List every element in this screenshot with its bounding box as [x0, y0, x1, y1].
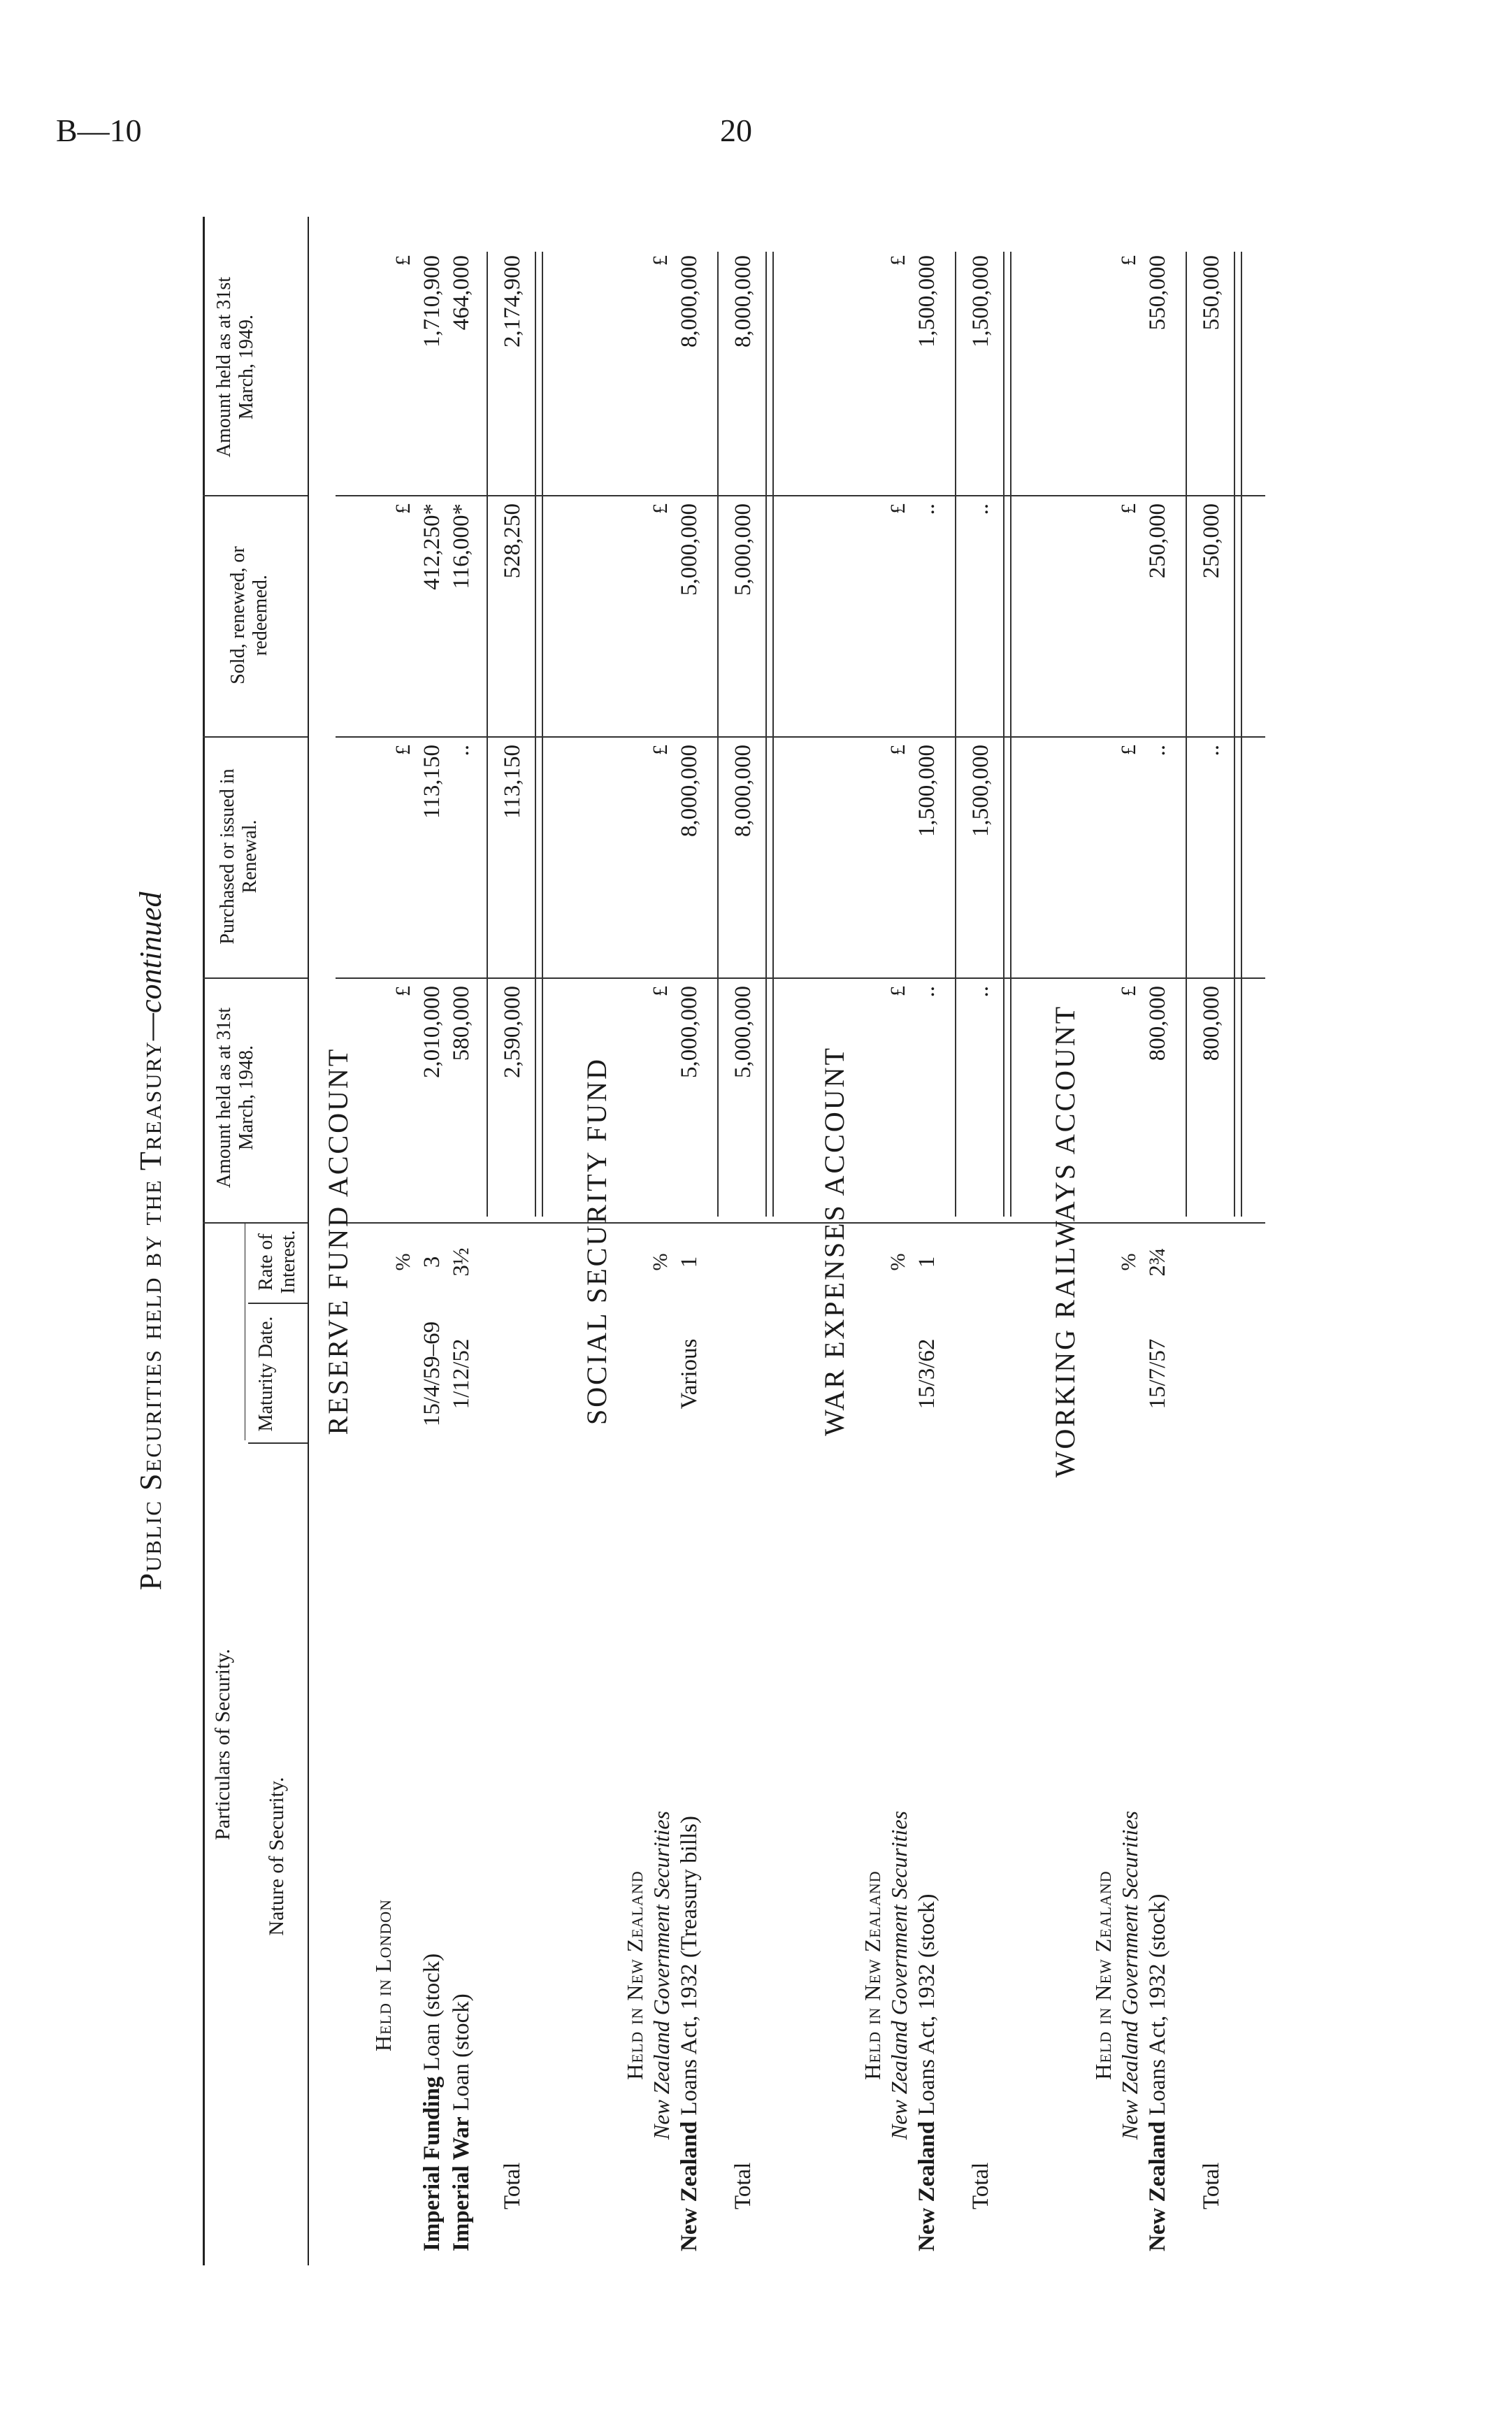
- pound-symbol: £: [1117, 986, 1140, 996]
- total-rule: [1186, 252, 1187, 1217]
- total-held-1948: 5,000,000: [730, 986, 756, 1078]
- section-title: RESERVE FUND ACCOUNT: [322, 1047, 354, 1435]
- double-rule: [765, 252, 774, 1217]
- pound-symbol: £: [886, 503, 909, 514]
- total-held-1948: 800,000: [1199, 986, 1224, 1061]
- sold: 116,000*: [449, 503, 474, 589]
- table-row: [419, 217, 449, 2265]
- held-1949-header: Amount held as at 31st March, 1949.: [213, 276, 257, 458]
- held-in-label: Held in New Zealand: [1090, 1870, 1116, 2080]
- pound-symbol: £: [886, 986, 909, 996]
- percent-symbol: %: [886, 1253, 909, 1271]
- held-1948: ..: [914, 986, 939, 998]
- sold: 250,000: [1145, 503, 1170, 579]
- maturity-date: 1/12/52: [449, 1338, 474, 1410]
- header-divider: [203, 736, 308, 738]
- currency-row: [886, 217, 916, 2265]
- purchased: ..: [449, 745, 474, 757]
- held-1948: 580,000: [449, 986, 474, 1061]
- pound-symbol: £: [391, 255, 415, 266]
- total-label: Total: [500, 2162, 525, 2209]
- header-divider: [248, 1303, 308, 1304]
- double-rule: [1234, 252, 1242, 1217]
- page-reference: B—10: [56, 113, 142, 148]
- maturity-date: 15/7/57: [1145, 1338, 1170, 1410]
- rotated-table: [133, 217, 1286, 2265]
- held-in-label: Held in New Zealand: [860, 1870, 885, 2080]
- section-war-expenses: [818, 217, 1049, 2265]
- interest-rate: 3½: [449, 1247, 474, 1277]
- interest-rate: 1: [677, 1256, 702, 1268]
- pound-symbol: £: [1117, 745, 1140, 755]
- interest-rate: 3: [419, 1256, 445, 1268]
- security-name: New Zealand Loans Act, 1932 (Treasury bills): [677, 1815, 702, 2251]
- held-in-label: Held in London: [370, 1898, 396, 2052]
- total-rule: [487, 252, 488, 1217]
- pound-symbol: £: [886, 255, 909, 266]
- header-divider: [203, 977, 308, 979]
- sold-header: Sold, renewed, or redeemed.: [227, 546, 271, 685]
- section-working-railways: [1049, 217, 1279, 2265]
- held-1948: 2,010,000: [419, 986, 445, 1078]
- pound-symbol: £: [1117, 503, 1140, 514]
- total-row: [968, 217, 998, 2265]
- total-label: Total: [730, 2162, 756, 2209]
- held-1949: 550,000: [1145, 255, 1170, 331]
- table-title: [133, 217, 189, 2265]
- total-sold: 5,000,000: [730, 503, 756, 596]
- total-sold: 528,250: [500, 503, 525, 579]
- total-label: Total: [1199, 2162, 1224, 2209]
- sold: 5,000,000: [677, 503, 702, 596]
- securities-subheading: New Zealand Government Securities: [649, 1810, 674, 2140]
- total-purchased: 8,000,000: [730, 745, 756, 837]
- double-rule: [535, 252, 543, 1217]
- total-label: Total: [968, 2162, 993, 2209]
- held-1949: 1,500,000: [914, 255, 939, 347]
- maturity-date: Various: [677, 1338, 702, 1410]
- header-divider: [203, 495, 308, 496]
- held-1949: 464,000: [449, 255, 474, 331]
- total-purchased: 1,500,000: [968, 745, 993, 837]
- purchased: 113,150: [419, 745, 445, 819]
- currency-row: [1117, 217, 1146, 2265]
- section-title: WORKING RAILWAYS ACCOUNT: [1049, 1004, 1081, 1478]
- held-1948-header: Amount held as at 31st March, 1948.: [213, 1007, 257, 1189]
- total-held-1949: 550,000: [1199, 255, 1224, 331]
- sold: ..: [914, 503, 939, 515]
- total-held-1949: 2,174,900: [500, 255, 525, 347]
- table-title-main: Public Securities held by the Treasury: [134, 1040, 168, 1591]
- purchased-header: Purchased or issued in Renewal.: [217, 768, 261, 945]
- security-name: Imperial War Loan (stock): [449, 1993, 474, 2251]
- percent-symbol: %: [649, 1253, 672, 1271]
- pound-symbol: £: [391, 986, 415, 996]
- total-held-1949: 8,000,000: [730, 255, 756, 347]
- total-rule: [717, 252, 719, 1217]
- rate-header: Rate of Interest.: [255, 1230, 299, 1294]
- total-held-1949: 1,500,000: [968, 255, 993, 347]
- securities-subheading: New Zealand Government Securities: [1117, 1810, 1142, 2140]
- total-row: [1199, 217, 1228, 2265]
- table-row: [1145, 217, 1174, 2265]
- double-rule: [1003, 252, 1011, 1217]
- header-top-rule: [203, 217, 205, 2265]
- section-title: WAR EXPENSES ACCOUNT: [819, 1046, 850, 1436]
- pound-symbol: £: [391, 503, 415, 514]
- pound-symbol: £: [649, 986, 672, 996]
- total-purchased: 113,150: [500, 745, 525, 819]
- table-row: [449, 217, 478, 2265]
- pound-symbol: £: [391, 745, 415, 755]
- security-name: New Zealand Loans Act, 1932 (stock): [1145, 1893, 1170, 2251]
- section-title: SOCIAL SECURITY FUND: [581, 1057, 612, 1425]
- security-name: Imperial Funding Loan (stock): [419, 1953, 445, 2251]
- nature-header: Nature of Security.: [265, 1777, 288, 1936]
- security-name: New Zealand Loans Act, 1932 (stock): [914, 1893, 939, 2251]
- total-sold: ..: [968, 503, 993, 515]
- held-1949: 1,710,900: [419, 255, 445, 347]
- section-social-security: [580, 217, 818, 2265]
- total-rule: [955, 252, 956, 1217]
- held-1948: 5,000,000: [677, 986, 702, 1078]
- interest-rate: 1: [914, 1256, 939, 1268]
- pound-symbol: £: [1117, 255, 1140, 266]
- page-number: 20: [720, 113, 752, 148]
- maturity-date: 15/3/62: [914, 1338, 939, 1410]
- pound-symbol: £: [649, 255, 672, 266]
- percent-symbol: %: [1117, 1253, 1140, 1271]
- header-bottom-rule: [308, 217, 309, 2265]
- interest-rate: 2¾: [1145, 1247, 1170, 1277]
- table-row: [914, 217, 944, 2265]
- table-row: [677, 217, 706, 2265]
- percent-symbol: %: [391, 1253, 415, 1271]
- purchased: ..: [1145, 745, 1170, 757]
- total-held-1948: 2,590,000: [500, 986, 525, 1078]
- sold: 412,250*: [419, 503, 445, 590]
- section-reserve-fund: [322, 217, 580, 2265]
- total-held-1948: ..: [968, 986, 993, 998]
- pound-symbol: £: [886, 745, 909, 755]
- held-in-label: Held in New Zealand: [622, 1870, 647, 2080]
- pound-symbol: £: [649, 745, 672, 755]
- total-purchased: ..: [1199, 745, 1224, 757]
- held-1949: 8,000,000: [677, 255, 702, 347]
- securities-subheading: New Zealand Government Securities: [886, 1810, 912, 2140]
- total-sold: 250,000: [1199, 503, 1224, 579]
- currency-row: [649, 217, 678, 2265]
- table-title-continued: —continued: [134, 891, 168, 1041]
- header-divider: [248, 1442, 308, 1444]
- currency-row: [391, 217, 421, 2265]
- purchased: 8,000,000: [677, 745, 702, 837]
- maturity-header: Maturity Date.: [255, 1316, 277, 1432]
- total-row: [730, 217, 760, 2265]
- purchased: 1,500,000: [914, 745, 939, 837]
- pound-symbol: £: [649, 503, 672, 514]
- total-row: [500, 217, 529, 2265]
- held-1948: 800,000: [1145, 986, 1170, 1061]
- particulars-header: Particulars of Security.: [211, 1649, 234, 1840]
- maturity-date: 15/4/59–69: [419, 1321, 445, 1427]
